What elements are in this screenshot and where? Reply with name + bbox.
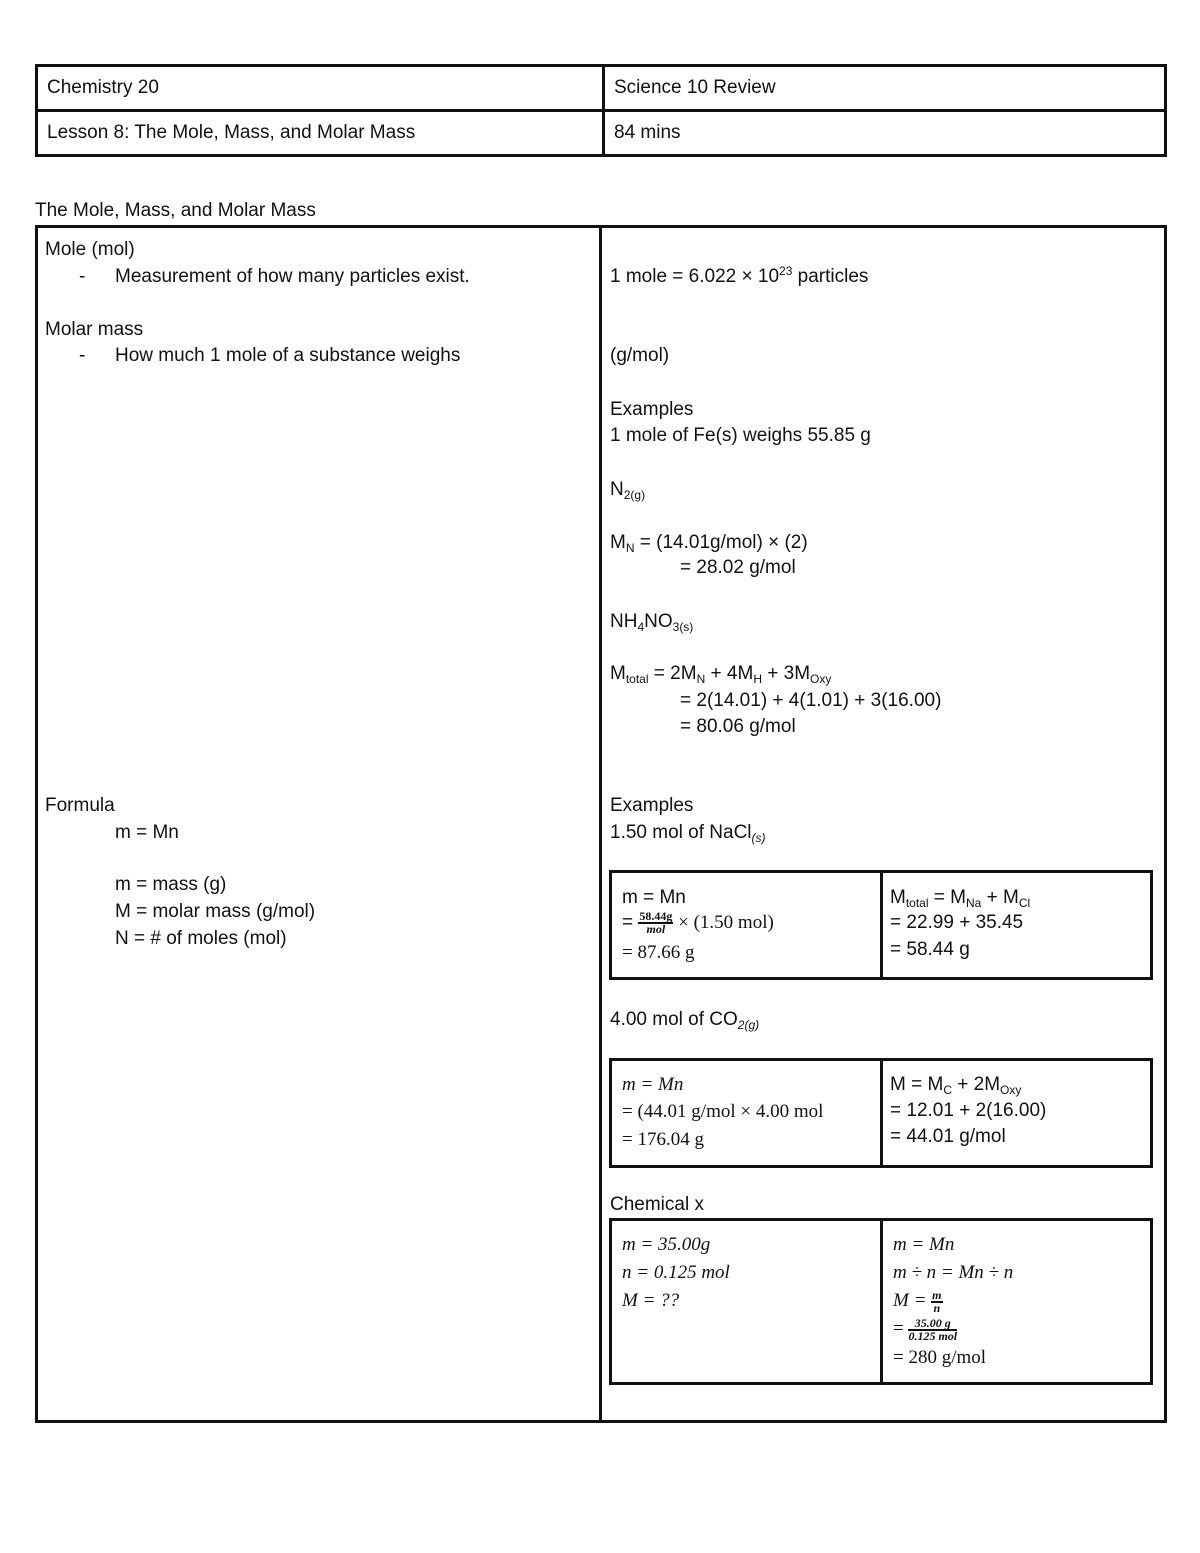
nacl-work-line1: m = Mn <box>622 887 686 908</box>
nacl-molar-line3: = 58.44 g <box>890 939 970 960</box>
chemx-calc-line5: = 280 g/mol <box>893 1347 987 1368</box>
bullet-dash: - <box>79 266 86 287</box>
def-moles: N = # of moles (mol) <box>115 928 287 949</box>
chemx-calc-line2: m ÷ n = Mn ÷ n <box>893 1262 1014 1283</box>
chemx-calc-line1: m = Mn <box>893 1234 955 1255</box>
nacl-work-line2: = $\frac{58.44g}{\text{mol}}$ × (1.50 mol) <box>622 909 774 936</box>
duration-cell: 84 mins <box>604 111 1166 156</box>
molar-mass-units: (g/mol) <box>610 345 670 366</box>
formula: m = Mn <box>115 822 179 843</box>
def-mass: m = mass (g) <box>115 874 227 895</box>
co2-molar-line2: = 12.01 + 2(16.00) <box>890 1100 1047 1121</box>
ammonium-calc-line2: = 2(14.01) + 4(1.01) + 3(16.00) <box>680 690 942 711</box>
ammonium-calc-line3: = 80.06 g/mol <box>680 716 796 737</box>
co2-molar-line1: $M = M_C + 2M_{Oxy}$ <box>890 1074 1022 1097</box>
lesson-cell: Lesson 8: The Mole, Mass, and Molar Mass <box>37 111 604 156</box>
bullet-dash: - <box>79 345 86 366</box>
co2-work-line2: = (44.01 g/mol × 4.00 mol <box>622 1101 824 1122</box>
formula-heading: Formula <box>45 795 115 816</box>
nitrogen-calc-line1: $M_N = (14.01g/mol) \times (2)$ <box>610 532 808 555</box>
mole-heading: Mole (mol) <box>45 239 135 260</box>
fraction: $\frac{58.44g}{\text{mol}}$ <box>639 909 673 936</box>
chemx-given-mass: m = 35.00g <box>622 1234 711 1255</box>
header-table <box>35 64 1167 157</box>
iron-example: 1 mole of Fe(s) weighs 55.85 g <box>610 425 871 446</box>
chemical-x-label: Chemical x <box>610 1194 704 1215</box>
co2-molar-line3: = 44.01 g/mol <box>890 1126 1006 1147</box>
co2-work-line1: m = Mn <box>622 1074 684 1095</box>
fraction: $\frac{35.00 g}{\text{0.125 mol}}$ <box>908 1315 958 1343</box>
course-cell: Chemistry 20 <box>37 66 604 111</box>
unit-cell: Science 10 Review <box>604 66 1166 111</box>
examples-label: Examples <box>610 399 694 420</box>
nitrogen-formula: $N_{2(g)}$ <box>610 479 646 502</box>
examples-label: Examples <box>610 795 694 816</box>
chemx-given-moles: n = 0.125 mol <box>622 1262 730 1283</box>
nacl-example: 1.50 mol of NaCl$_{(s)}$ <box>610 822 766 845</box>
ammonium-nitrate-formula: $NH_4NO_{3(s)}$ <box>610 611 694 634</box>
chemx-calc-line3: M = $\frac{m}{n}$ <box>893 1287 942 1315</box>
nacl-molar-line2: = 22.99 + 35.45 <box>890 912 1024 933</box>
nitrogen-calc-line2: = 28.02 g/mol <box>680 557 796 578</box>
co2-example: 4.00 mol of $CO_{2(g)}$ <box>610 1009 760 1032</box>
chemx-calc-line4: = $\frac{35.00 g}{\text{0.125 mol}}$ <box>893 1315 958 1343</box>
def-molar-mass: M = molar mass (g/mol) <box>115 901 316 922</box>
ammonium-calc-line1: $M_{total} = 2M_N + 4M_H + 3M_{Oxy}$ <box>610 663 832 686</box>
mole-definition-value: 1 mole = $6.022 \times 10^{23}$ particles <box>610 264 869 287</box>
nacl-work-line3: = 87.66 g <box>622 942 695 963</box>
fraction: $\frac{m}{n}$ <box>932 1287 942 1315</box>
molar-mass-definition: How much 1 mole of a substance weighs <box>115 345 461 366</box>
header-row <box>37 66 1166 111</box>
molar-mass-heading: Molar mass <box>45 319 144 340</box>
column-divider <box>599 225 602 1423</box>
section-title: The Mole, Mass, and Molar Mass <box>35 200 316 221</box>
co2-work-line3: = 176.04 g <box>622 1129 704 1150</box>
chemx-unknown: M = ?? <box>622 1290 680 1311</box>
nacl-molar-line1: $M_{total} = M_{Na} + M_{Cl}$ <box>890 887 1031 910</box>
mole-definition: Measurement of how many particles exist. <box>115 266 470 287</box>
header-row <box>37 111 1166 156</box>
